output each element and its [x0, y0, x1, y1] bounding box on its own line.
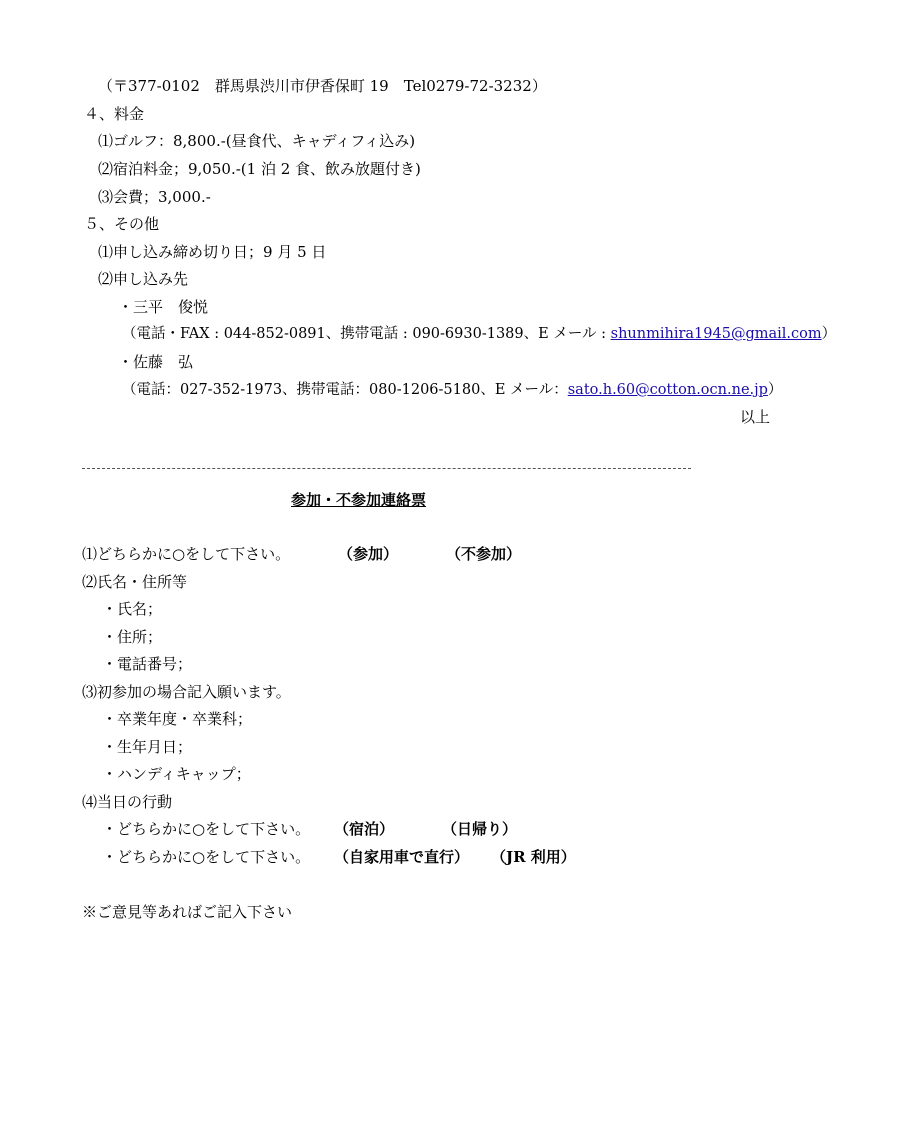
field-handicap: ・ハンディキャップ；: [102, 765, 251, 783]
q2-label: ⑵氏名・住所等: [82, 573, 188, 591]
cut-line-divider: [82, 468, 691, 469]
q4b-label: ・どちらかに○をして下さい。: [102, 848, 311, 866]
fee-membership: ⑶会費；3,000.-: [98, 188, 211, 206]
field-address: ・住所；: [102, 628, 163, 646]
contact1-name: ・三平 俊悦: [118, 298, 209, 316]
field-name: ・氏名；: [102, 600, 163, 618]
fee-lodging: ⑵宿泊料金；9,050.-(1 泊 2 食、飲み放題付き): [98, 160, 421, 178]
contact2-detail-prefix: （電話：027-352-1973、携帯電話：080-1206-5180、E メール：: [122, 382, 568, 398]
closing-text: 以上: [740, 408, 771, 426]
q1-label: ⑴どちらかに○をして下さい。: [82, 545, 291, 563]
q4-label: ⑷当日の行動: [82, 793, 173, 811]
venue-address: （〒377-0102 群馬県渋川市伊香保町 19 Tel0279-72-3232）: [98, 77, 547, 95]
fee-golf: ⑴ゴルフ：8,800.-(昼食代、キャディフィ込み): [98, 132, 416, 150]
q3-label: ⑶初参加の場合記入願います。: [82, 683, 291, 701]
field-graduation: ・卒業年度・卒業科；: [102, 710, 253, 728]
q4b-option-car: （自家用車で直行）: [334, 848, 470, 866]
contact1-detail-suffix: ）: [821, 326, 837, 342]
q1-option-attend: （参加）: [338, 545, 399, 563]
contact2-name: ・佐藤 弘: [118, 353, 194, 371]
q1-option-absent: （不参加）: [446, 545, 522, 563]
form-title: 参加・不参加連絡票: [291, 491, 427, 509]
field-birthdate: ・生年月日；: [102, 738, 193, 756]
contact2-detail-suffix: ）: [767, 382, 783, 398]
other-heading: ５、その他: [84, 215, 160, 233]
q4b-option-jr: （JR 利用）: [491, 848, 576, 866]
contact-heading: ⑵申し込み先: [98, 270, 189, 288]
contact2-detail: [122, 380, 782, 400]
field-phone: ・電話番号；: [102, 655, 193, 673]
contact1-detail-prefix: （電話・FAX : 044-852-0891、携帯電話 : 090-6930-1389、E メール :: [122, 326, 611, 342]
q4a-option-stay: （宿泊）: [334, 820, 395, 838]
q4a-option-daytrip: （日帰り）: [442, 820, 518, 838]
contact2-email-link[interactable]: sato.h.60@cotton.ocn.ne.jp: [567, 382, 768, 398]
fees-heading: ４、料金: [84, 105, 145, 123]
deadline: ⑴申し込み締め切り日；9 月 5 日: [98, 243, 327, 261]
contact1-email-link[interactable]: shunmihira1945@gmail.com: [610, 326, 822, 342]
q4a-label: ・どちらかに○をして下さい。: [102, 820, 311, 838]
comments-note: ※ご意見等あればご記入下さい: [82, 903, 293, 921]
contact1-detail: [122, 324, 836, 344]
